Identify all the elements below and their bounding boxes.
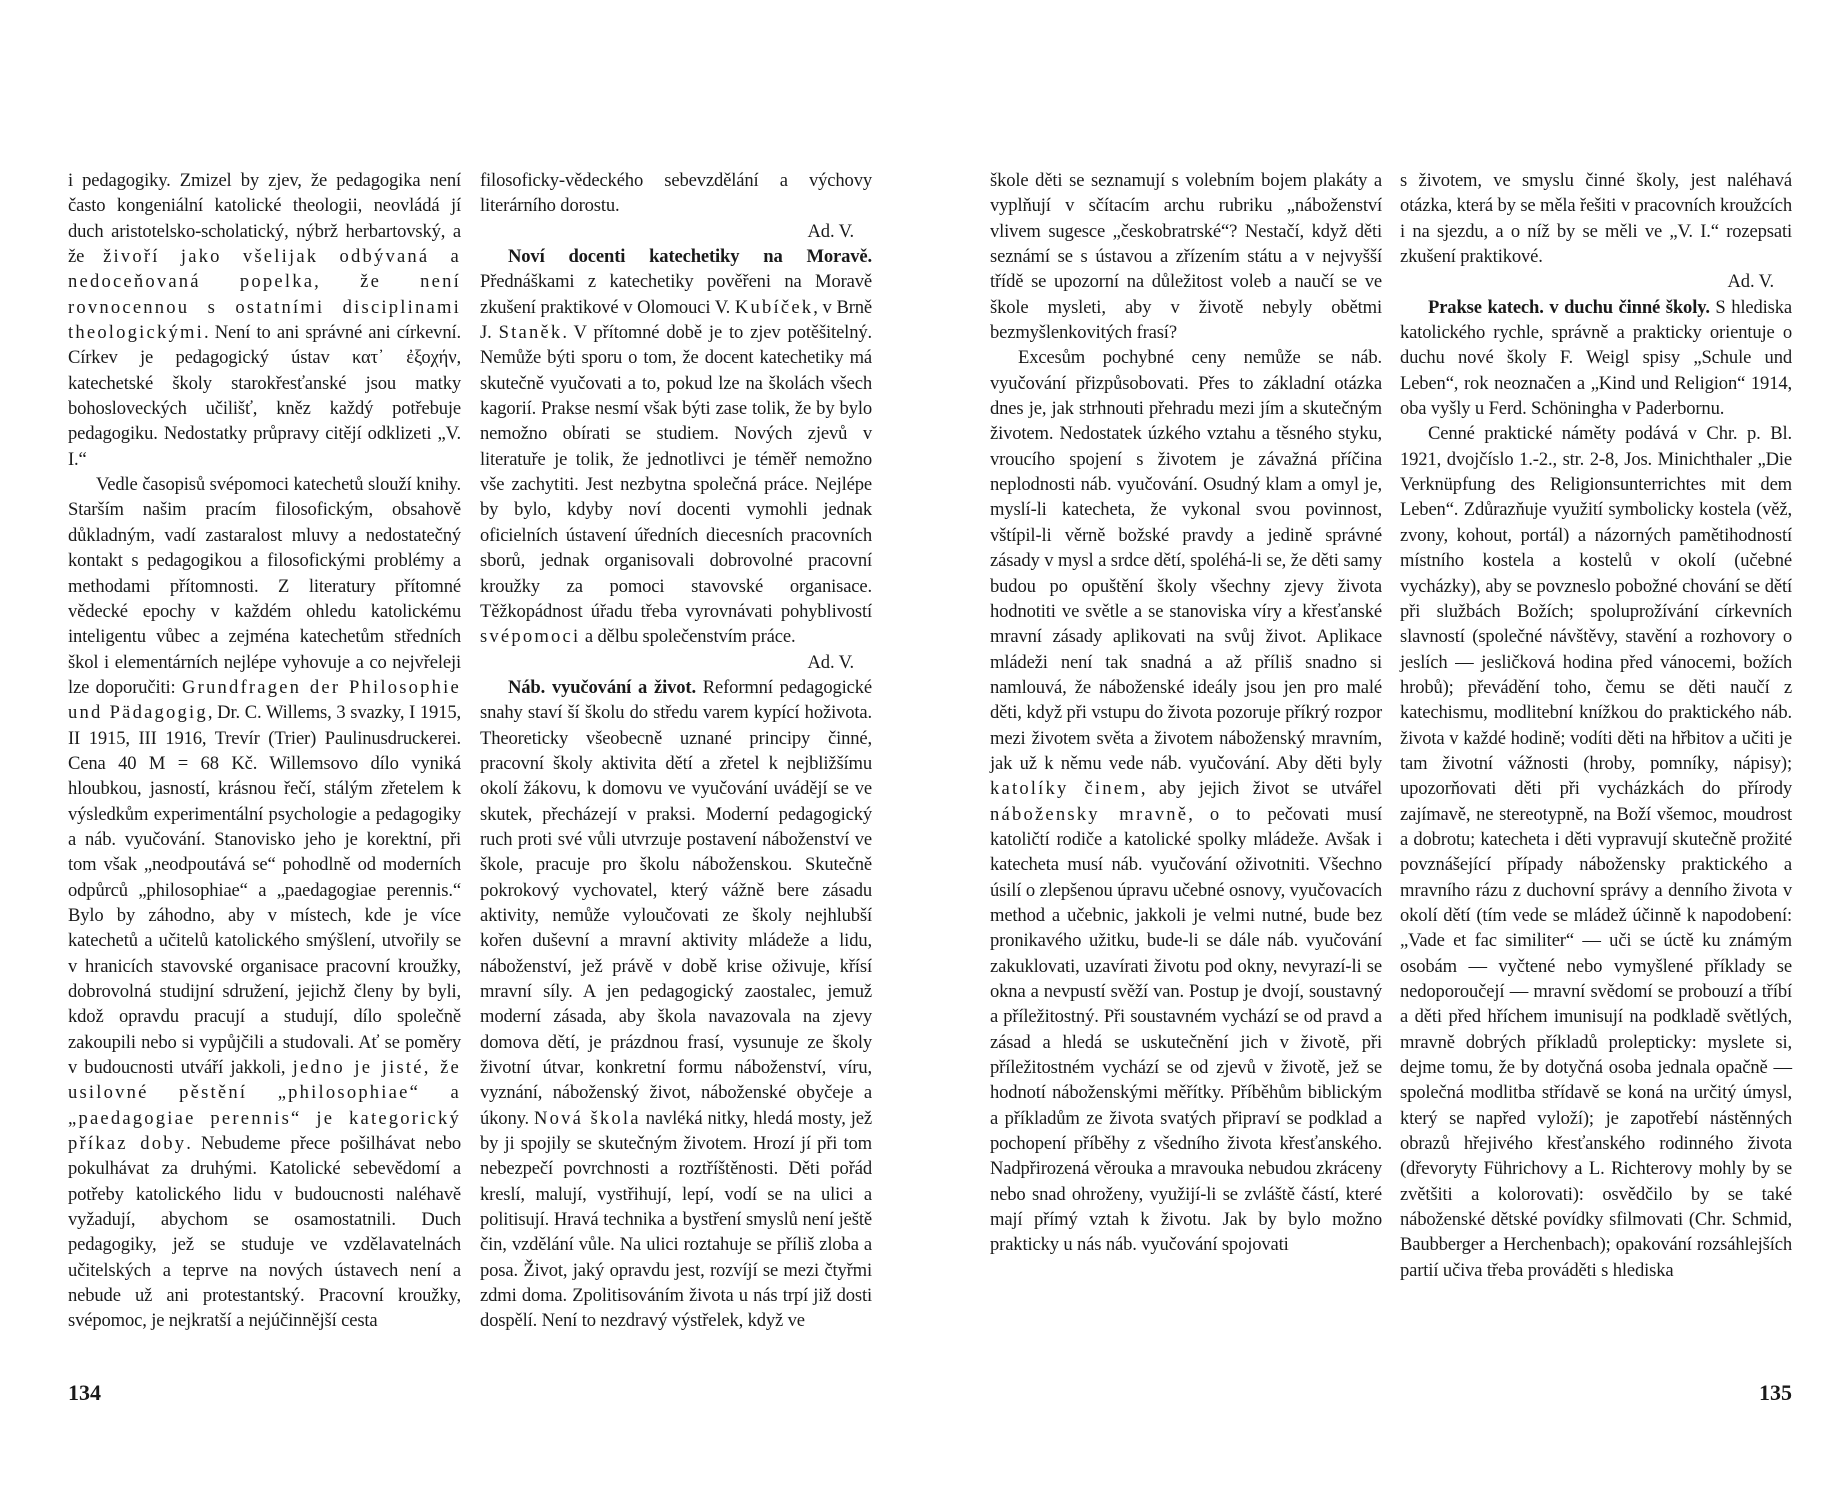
left-page-column-2 <box>480 168 872 1334</box>
left-page-column-1 <box>68 168 461 1334</box>
paragraph: Vedle časopisů svépomoci katechetů slouží knihy. Starším našim pracím filosofickým, obsahově důkladným, vadí zastaralost mluvy a nedostatečný kontakt s pedagogikou a filosofickými problémy a methodami přítomnosti. Z literatury přítomné vědecké epochy v každém ohledu katolickému inteligentu vůbec a zejména katechetům středních škol i elementárních nejlépe vyhovuje a co nejvřeleji lze doporučiti: Grundfragen der Philosophie und Pädagogig, Dr. C. Willems, 3 svazky, I 1915, II 1915, III 1916, Trevír (Trier) Paulinusdruckerei. Cena 40 M = 68 Kč. Willemsovo dílo vyniká hloubkou, jasností, krásnou řečí, stálým zřetelem k výsledkům experimentální psychologie a pedagogiky a náb. vyučování. Stanovisko jeho je korektní, při tom však „neodpoutává se“ pohodlně od moderních odpůrců „philosophiae“ a „paedagogiae perennis.“ Bylo by záhodno, aby v místech, kde je více katechetů a učitelů katolického smýšlení, utvořily se v hranicích stavovské organisace pracovní kroužky, dobrovolná studijní sdružení, jejichž členy by byli, kdož opravdu pracují a studují, dílo společně zakoupili nebo si vypůjčili a studovali. Ať se poměry v budoucnosti utváří jakkoli, jedno je jisté, že usilovné pěstění „philosophiae“ a „paedagogiae perennis“ je kategorický příkaz doby. Nebudeme přece pošilhávat nebo pokulhávat za druhými. Katolické sebevědomí a potřeby katolického lidu v budoucnosti naléhavě vyžadují, abychom se osamostatnili. Duch pedagogiky, jež se studuje ve vzdělavatelnách učitelských a teprve na nových ústavech není a nebude už ani protestantský. Pracovní kroužky, svépomoc, je nejkratší a nejúčinnější cesta <box>68 474 461 1332</box>
signature: Ad. V. <box>807 220 854 242</box>
page-number: 135 <box>1759 1380 1792 1405</box>
section-heading: Noví docenti katechetiky na Moravě. <box>508 246 872 268</box>
paragraph: Náb. vyučování a život. Reformní pedagogické snahy staví ší školu do středu varem kypící hoživota. Theoreticky všeobecně uznané principy činné, pracovní školy aktivita dětí a zřetel k nejbližšímu okolí žákovu, k domovu ve vyučování uvádějí se ve skutek, přecházejí v praksi. Moderní pedagogický ruch proti své vůli utvrzuje postavení náboženství ve škole, pracuje pro školu náboženskou. Skutečně pokrokový vychovatel, který vážně bere zásadu aktivity, nemůže vyloučovati ze školy nejhlubší kořen duševní a mravní aktivity mládeže a lidu, náboženství, jež právě v době krise oživuje, křísí mravní síly. A jen pedagogický zaostalec, jemuž moderní zásada, aby škola navazovala na zjevy domova dětí, je prázdnou frasí, vysunuje ze školy životní útvar, konkretní formu náboženství, víru, vyznání, náboženský život, náboženské obyčeje a úkony. Nová škola navléká nitky, hledá mosty, jež by ji spojily se skutečným životem. Hrozí jí při tom nebezpečí povrchnosti a roztříštěnosti. Děti pořád kreslí, malují, vystřihují, lepí, vodí se na ulici a politisují. Hravá technika a bystření smyslů není ještě čin, vzdělání vůle. Na ulici roztahuje se příliš zloba a posa. Život, jaký opravdu jest, rozvíjí se mezi čtyřmi zdmi doma. Zpolitisováním života u nás trpí již dosti dospělí. Není to nezdravý výstřelek, když ve <box>480 676 872 1332</box>
section-heading: Prakse katech. v duchu činné školy. <box>1428 296 1710 318</box>
section-heading: Náb. vyučování a život. <box>508 676 696 698</box>
right-page-column-2 <box>1400 168 1792 1283</box>
paragraph: škole děti se seznamují s volebním bojem plakáty a vyplňují v sčítacím archu rubriku „náboženství vlivem sugesce „českobratrské“? Nestačí, když děti seznámí se s ústavou a zřízením státu a v nejvyšší třídě se upozorní na důležitost voleb a naučí se ve škole mysleti, aby v životě nebyly obětmi bezmyšlenkovitých frasí? <box>990 170 1382 344</box>
right-page <box>922 0 1844 1500</box>
paragraph: Excesům pochybné ceny nemůže se náb. vyučování přizpůsobovati. Přes to základní otázka dnes je, jak strhnouti přehradu mezi jím a skutečným životem. Nedostatek úzkého vztahu a těsného styku, vroucího spojení s životem je závažná příčina neplodnosti náb. vyučování. Osudný klam a omyl je, myslí-li katecheta, že vykonal svou povinnost, vštípil-li věrně božské pravdy a jedině správné zásady v mysl a srdce dětí, spoléhá-li se, že děti samy budou po opuštění školy všechny zjevy života hodnotiti ve světle a se stanoviska víry a křesťanské mravní zásady aplikovati na svůj život. Aplikace mládeži není tak snadná a až příliš snadno si namlouvá, že náboženské ideály jsou jen pro malé děti, když při vstupu do života pozoruje příkrý rozpor mezi životem světa a životem náboženský mravním, jak už k němu vede náb. vyučování. Aby děti byly katolíky činem, aby jejich život se utvářel nábožensky mravně, o to pečovati musí katoličtí rodiče a katolické spolky mládeže. Avšak i katecheta musí náb. vyučování oživotniti. Všechno úsilí o zlepšenou úpravu učebné osnovy, vyučovacích method a učebnic, jakkoli je velmi nutné, bude bez pronikavého užitku, bude-li se dále náb. vyučování zakuklovati, uzavírati životu pod okny, nevyrazí-li se okna a nevpustí svěží van. Postup je dvojí, soustavný a příležitostný. Při soustavném vychází se od pravd a zásad a hledá se uskutečnění jich v životě, při příležitostném vychází se od zjevů v životě, jež se hodnotí náboženskými měřítky. Příběhům biblickým a příkladům ze života svatých připraví se podklad a pochopení příběhy z všedního života křesťanského. Nadpřirozená věrouka a mravouka nebudou zkráceny nebo snad ohroženy, využijí-li se zvláště částí, které mají přímý vztah k životu. Jak by bylo možno prakticky u nás náb. vyučování spojovati <box>990 347 1382 1256</box>
paragraph: Noví docenti katechetiky na Moravě. Přednáškami z katechetiky pověřeni na Moravě zkušení praktikové v Olomouci V. Kubíček, v Brně J. Staněk. V přítomné době je to zjev potěšitelný. Nemůže býti sporu o tom, že docent katechetiky má skutečně vyučovati a to, pokud lze na školách všech kagorií. Prakse nesmí však býti zase tolik, že by bylo nemožno obírati se studiem. Nových zjevů v literatuře je tolik, že jednotlivci je téměř nemožno vše zachytiti. Jest nezbytna společná práce. Nejlépe by bylo, kdyby noví docenti vymohli jednak oficielních ústavení úředních diecesních pracovních sborů, jednak organisovali dobrovolné pracovní kroužky za pomoci stavovské organisace. Těžkopádnost úřadu třeba vyrovnávati pohyblivostí svépomoci a dělbu společenstvím práce. <box>480 246 872 648</box>
paragraph: Prakse katech. v duchu činné školy. S hlediska katolického rychle, správně a prakticky orientuje o duchu nové školy F. Weigl spisy „Schule und Leben“, rok neoznačen a „Kind und Religion“ 1914, oba vyšly u Ferd. Schöningha v Paderbornu. <box>1400 296 1792 420</box>
paragraph: i pedagogiky. Zmizel by zjev, že pedagogika není často kongeniální katolické theologii, neovládá jí duch aristotelsko-scholatický, nýbrž herbartovský, a že živoří jako všelijak odbývaná a nedoceňovaná popelka, že není rovnocennou s ostatními disciplinami theologickými. Není to ani správné ani církevní. Církev je pedagogický ústav κατ᾽ ἐξοχήν, katechetské školy starokřesťanské jsou matky bohosloveckých učilišť, kněz každý potřebuje pedagogiku. Nedostatky průpravy citějí odklizeti „V. I.“ <box>68 170 461 470</box>
page-number: 134 <box>68 1380 101 1405</box>
paragraph: filosoficky-vědeckého sebevzdělání a výchovy literárního dorostu. <box>480 170 872 217</box>
paragraph: s životem, ve smyslu činné školy, jest naléhavá otázka, která by se měla řešiti v pracovních kroužcích i na sjezdu, a o níž by se měli ve „V. I.“ rozepsati zkušení praktikové. <box>1400 170 1793 268</box>
signature: Ad. V. <box>1727 271 1774 293</box>
right-page-column-1 <box>990 168 1382 1258</box>
signature: Ad. V. <box>807 651 854 673</box>
paragraph: Cenné praktické náměty podává v Chr. p. Bl. 1921, dvojčíslo 1.-2., str. 2-8, Jos. Minichthaler „Die Verknüpfung des Religionsunterrichtes mit dem Leben“. Zdůrazňuje využití symbolicky kostela (věž, zvony, kohout, portál) a názorných pamětihodností místního kostela a kostelů v okolí (učebné vycházky), aby se povzneslo pobožné chování se dětí při službách Božích; spoluprožívání církevních slavností (společné návštěvy, stavění a rozhovory o jeslích — jesličková hodina před vánocemi, božích hrobů); převádění toho, čemu se děti naučí z katechismu, modlitební knížkou do praktického náb. života v každé hodině; vodíti děti na hřbitov a učiti je tam životní vážnosti (hroby, pomníky, nápisy); upozorňovati děti při vycházkách do přírody zajímavě, ne stereotypně, na Boží všemoc, moudrost a dobrotu; katecheta i děti vypravují skutečně prožité povznášející případy nábožensky praktického a mravního rázu z duchovní správy a denního života v okolí dětí (tím vede se mládež účinně k napodobení: „Vade et fac similiter“ — uči se úctě ku známým osobám — vyčtené nebo vymyšlené příklady se nedoporoučejí — mravní svědomí se probouzí a tříbí a děti před hříchem imunisují na podkladě světlých, mravně dobrých příkladů prolepticky: myslete si, dejme tomu, že by dotyčná osoba jednala opačně — společná modlitba střídavě se koná na určitý úmysl, který se napřed vyloží); je zapotřebí nástěnných obrazů hřejivého křesťanského rodinného života (dřevoryty Führichovy a L. Richterovy mohly by se zvětšiti a kolorovati): osvědčilo by se také náboženské dětské povídky sfilmovati (Chr. Schmid, Baubberger a Herchenbach); opakování rozsáhlejších partií učiva třeba prováděti s hlediska <box>1400 423 1792 1281</box>
